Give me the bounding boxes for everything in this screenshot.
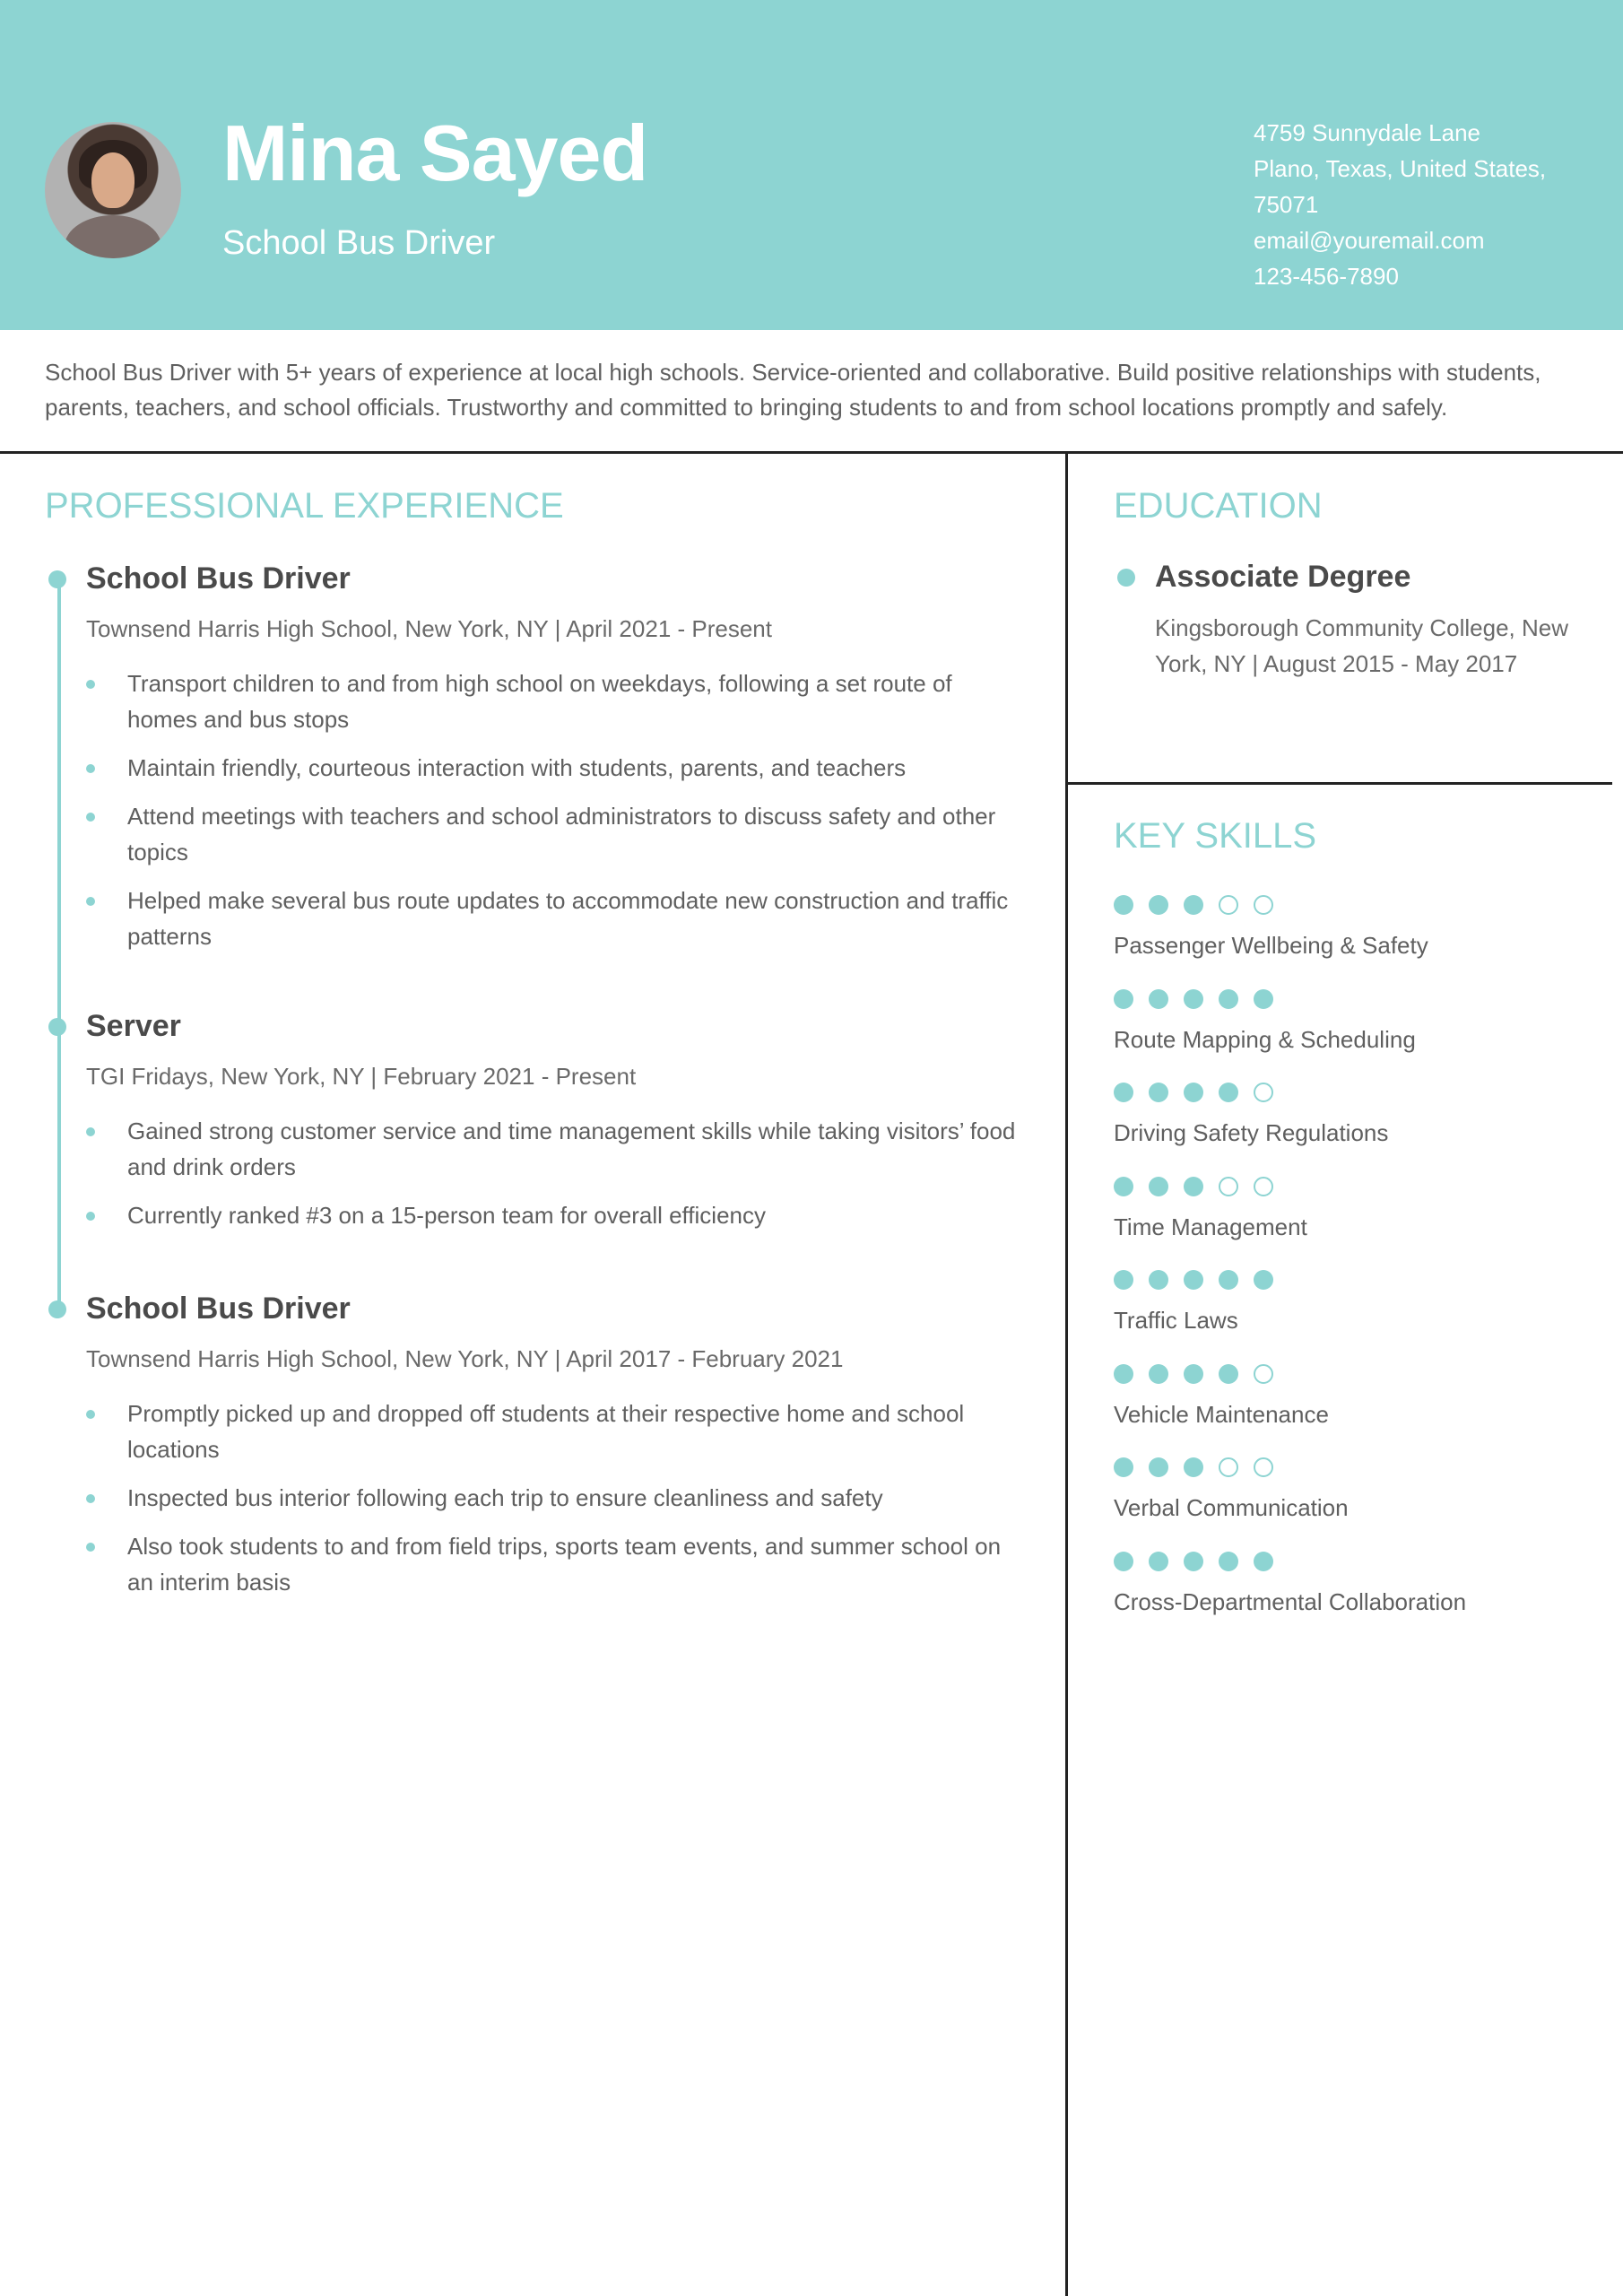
skill-name: Vehicle Maintenance xyxy=(1114,1400,1329,1428)
rating-dot-filled-icon xyxy=(1184,1270,1203,1290)
job-bullet: Transport children to and from high school on weekdays, following a set route of homes and bus stops xyxy=(86,665,1028,737)
job-subtitle: Townsend Harris High School, New York, NY | April 2017 - February 2021 xyxy=(86,1345,844,1372)
rating-dot-empty-icon xyxy=(1254,1364,1273,1384)
skill-item xyxy=(1114,1457,1580,1552)
job-title: School Bus Driver xyxy=(86,1292,351,1326)
skill-rating xyxy=(1114,895,1580,917)
rating-dot-filled-icon xyxy=(1254,1270,1273,1290)
rating-dot-empty-icon xyxy=(1219,1457,1238,1477)
job-bullet: Attend meetings with teachers and school administrators to discuss safety and other topics xyxy=(86,798,1028,870)
rating-dot-empty-icon xyxy=(1254,895,1273,915)
experience-heading: PROFESSIONAL EXPERIENCE xyxy=(45,486,564,526)
degree-details: Kingsborough Community College, New York, NY | August 2015 - May 2017 xyxy=(1155,614,1569,677)
rating-dot-empty-icon xyxy=(1254,1083,1273,1102)
rating-dot-filled-icon xyxy=(1184,895,1203,915)
rating-dot-filled-icon xyxy=(1149,895,1168,915)
rating-dot-filled-icon xyxy=(1149,1177,1168,1196)
skill-item xyxy=(1114,895,1580,989)
rating-dot-filled-icon xyxy=(1184,1457,1203,1477)
education-divider xyxy=(1067,782,1612,785)
rating-dot-filled-icon xyxy=(1114,1552,1133,1571)
skill-rating xyxy=(1114,1270,1580,1292)
rating-dot-filled-icon xyxy=(1149,1270,1168,1290)
job-title: School Bus Driver xyxy=(86,561,351,596)
skill-item xyxy=(1114,1083,1580,1177)
job-bullets xyxy=(86,1113,1028,1233)
skill-name: Driving Safety Regulations xyxy=(1114,1119,1389,1146)
rating-dot-filled-icon xyxy=(1114,1364,1133,1384)
rating-dot-filled-icon xyxy=(1219,1083,1238,1102)
degree-title: Associate Degree xyxy=(1155,560,1411,594)
summary-divider xyxy=(0,451,1623,454)
skill-rating xyxy=(1114,1177,1580,1198)
email-address[interactable]: email@youremail.com xyxy=(1254,227,1485,254)
rating-dot-filled-icon xyxy=(1114,1457,1133,1477)
header-banner xyxy=(0,0,1623,330)
rating-dot-filled-icon xyxy=(1149,1552,1168,1571)
timeline-dot xyxy=(48,570,66,588)
job-bullet: Gained strong customer service and time management skills while taking visitors’ food and drink orders xyxy=(86,1113,1028,1185)
job-bullet: Inspected bus interior following each trip to ensure cleanliness and safety xyxy=(86,1480,1028,1516)
skill-item xyxy=(1114,1552,1580,1646)
skill-name: Traffic Laws xyxy=(1114,1307,1238,1334)
rating-dot-filled-icon xyxy=(1114,1270,1133,1290)
rating-dot-filled-icon xyxy=(1219,1364,1238,1384)
skill-item xyxy=(1114,989,1580,1083)
skill-rating xyxy=(1114,1083,1580,1104)
rating-dot-filled-icon xyxy=(1184,989,1203,1009)
skill-item xyxy=(1114,1364,1580,1458)
job-bullet: Also took students to and from field trips, sports team events, and summer school on an interim basis xyxy=(86,1528,1028,1600)
skill-rating xyxy=(1114,1364,1580,1386)
rating-dot-filled-icon xyxy=(1184,1364,1203,1384)
rating-dot-filled-icon xyxy=(1114,989,1133,1009)
job-bullets xyxy=(86,665,1028,954)
photo-face-shape xyxy=(91,152,135,208)
column-divider xyxy=(1065,451,1068,2296)
address-line-1: 4759 Sunnydale Lane xyxy=(1254,119,1481,146)
skill-name: Cross-Departmental Collaboration xyxy=(1114,1587,1467,1615)
job-entry xyxy=(86,1288,1028,1613)
timeline-dot xyxy=(48,1018,66,1036)
rating-dot-filled-icon xyxy=(1114,1083,1133,1102)
skills-heading: KEY SKILLS xyxy=(1114,816,1317,856)
rating-dot-empty-icon xyxy=(1219,1177,1238,1196)
phone-number[interactable]: 123-456-7890 xyxy=(1254,263,1399,290)
rating-dot-filled-icon xyxy=(1219,1270,1238,1290)
skill-name: Verbal Communication xyxy=(1114,1494,1349,1521)
education-entry xyxy=(1155,556,1585,682)
rating-dot-filled-icon xyxy=(1184,1177,1203,1196)
job-entry xyxy=(86,558,1028,967)
job-bullet: Maintain friendly, courteous interaction with students, parents, and teachers xyxy=(86,750,1028,786)
skill-rating xyxy=(1114,989,1580,1011)
skill-rating xyxy=(1114,1457,1580,1479)
rating-dot-filled-icon xyxy=(1114,1177,1133,1196)
skills-list xyxy=(1114,895,1580,1645)
address-line-2: Plano, Texas, United States, xyxy=(1254,155,1547,182)
rating-dot-filled-icon xyxy=(1114,895,1133,915)
photo-body-shape xyxy=(65,215,161,258)
skill-name: Route Mapping & Scheduling xyxy=(1114,1025,1416,1053)
professional-summary: School Bus Driver with 5+ years of experience at local high schools. Service-oriented and collaborative. Build positive relationships with students, parents, teachers, and school officials. Trustworthy and committed to bringing students to and from school locations promptly and safely. xyxy=(45,359,1541,421)
job-bullets xyxy=(86,1396,1028,1600)
job-bullet: Currently ranked #3 on a 15-person team for overall efficiency xyxy=(86,1197,1028,1233)
rating-dot-filled-icon xyxy=(1149,1083,1168,1102)
job-subtitle: Townsend Harris High School, New York, NY | April 2021 - Present xyxy=(86,615,772,642)
job-bullet: Promptly picked up and dropped off students at their respective home and school locations xyxy=(86,1396,1028,1467)
rating-dot-filled-icon xyxy=(1149,989,1168,1009)
education-dot xyxy=(1117,569,1135,587)
rating-dot-filled-icon xyxy=(1184,1083,1203,1102)
rating-dot-filled-icon xyxy=(1149,1457,1168,1477)
timeline-dot xyxy=(48,1300,66,1318)
skill-name: Passenger Wellbeing & Safety xyxy=(1114,932,1428,959)
rating-dot-empty-icon xyxy=(1254,1177,1273,1196)
experience-timeline xyxy=(57,579,61,1309)
education-heading: EDUCATION xyxy=(1114,486,1323,526)
job-title: Server xyxy=(86,1009,181,1043)
profile-photo xyxy=(45,122,181,258)
candidate-name: Mina Sayed xyxy=(222,109,648,197)
job-subtitle: TGI Fridays, New York, NY | February 2021 - Present xyxy=(86,1063,637,1090)
rating-dot-filled-icon xyxy=(1219,1552,1238,1571)
contact-info xyxy=(1254,115,1549,294)
skill-item xyxy=(1114,1177,1580,1271)
rating-dot-filled-icon xyxy=(1149,1364,1168,1384)
skill-item xyxy=(1114,1270,1580,1364)
rating-dot-filled-icon xyxy=(1254,989,1273,1009)
candidate-title: School Bus Driver xyxy=(222,224,496,262)
skill-rating xyxy=(1114,1552,1580,1573)
skill-name: Time Management xyxy=(1114,1213,1307,1240)
rating-dot-empty-icon xyxy=(1254,1457,1273,1477)
rating-dot-empty-icon xyxy=(1219,895,1238,915)
rating-dot-filled-icon xyxy=(1254,1552,1273,1571)
job-entry xyxy=(86,1005,1028,1246)
job-bullet: Helped make several bus route updates to accommodate new construction and traffic patterns xyxy=(86,883,1028,954)
address-line-3: 75071 xyxy=(1254,191,1319,218)
rating-dot-filled-icon xyxy=(1219,989,1238,1009)
rating-dot-filled-icon xyxy=(1184,1552,1203,1571)
